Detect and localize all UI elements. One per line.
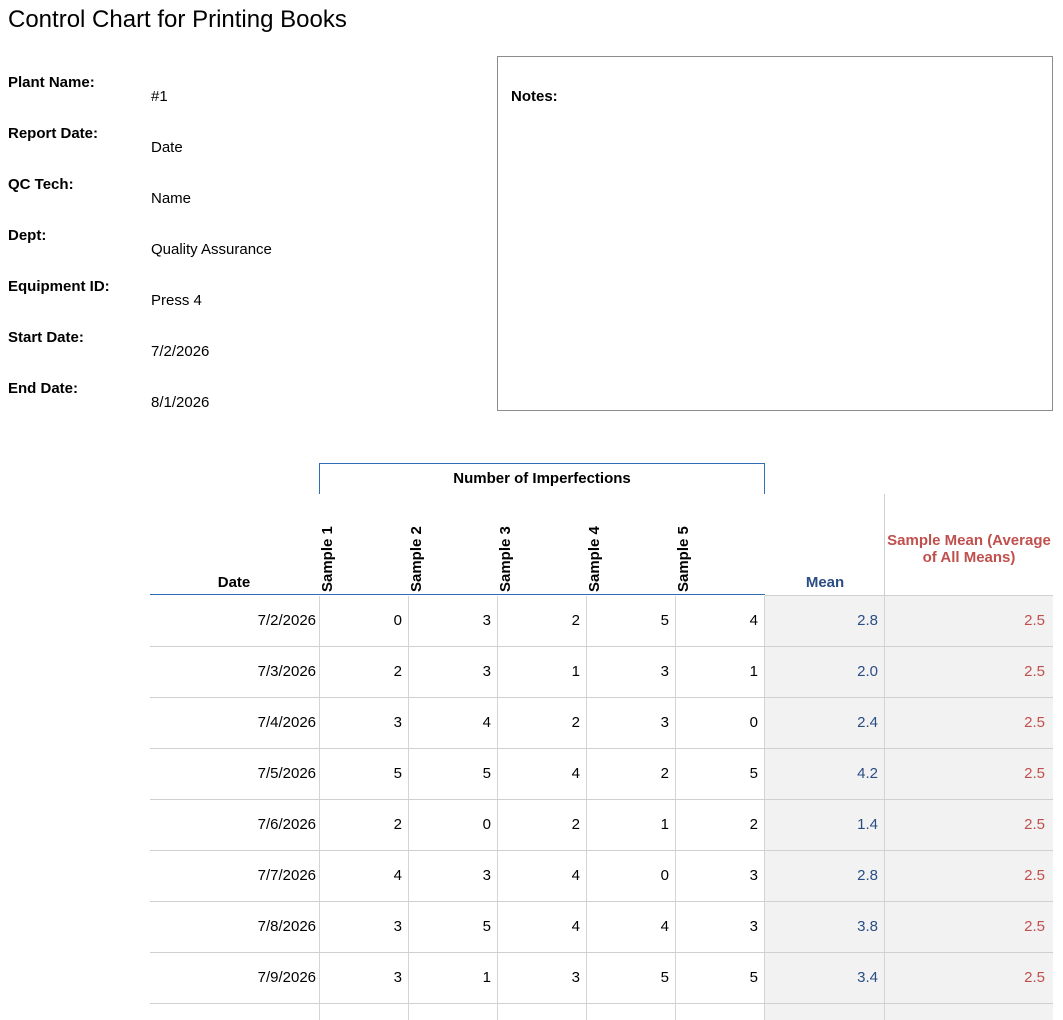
mean-cell[interactable]: 3.8 [857, 918, 878, 935]
sample-1-cell[interactable]: 4 [393, 867, 402, 884]
column-header-sample-1: Sample 1 [319, 526, 336, 592]
sample-4-cell[interactable]: 5 [660, 612, 669, 629]
sample-5-cell[interactable]: 0 [749, 714, 758, 731]
sample-1-cell[interactable]: 3 [393, 918, 402, 935]
start-date-label: Start Date: [8, 329, 84, 346]
sample-3-cell[interactable]: 4 [571, 867, 580, 884]
sample-5-cell[interactable]: 4 [749, 612, 758, 629]
sample-2-cell[interactable]: 0 [482, 816, 491, 833]
date-cell[interactable]: 7/2/2026 [257, 612, 316, 629]
sample-2-cell[interactable]: 5 [482, 918, 491, 935]
column-header-sample-5: Sample 5 [675, 526, 692, 592]
sample-4-cell[interactable]: 2 [660, 765, 669, 782]
sample-4-cell[interactable]: 1 [660, 816, 669, 833]
sample-mean-cell[interactable]: 2.5 [1024, 714, 1045, 731]
column-header-date: Date [217, 574, 251, 591]
sample-4-cell[interactable]: 4 [660, 918, 669, 935]
sample-1-cell[interactable]: 0 [393, 612, 402, 629]
sample-2-cell[interactable]: 3 [482, 867, 491, 884]
sample-mean-cell[interactable]: 2.5 [1024, 765, 1045, 782]
sample-5-cell[interactable]: 1 [749, 663, 758, 680]
date-cell[interactable]: 7/8/2026 [257, 918, 316, 935]
table-row [150, 749, 1053, 800]
sample-5-cell[interactable]: 5 [749, 765, 758, 782]
dept-label: Dept: [8, 227, 47, 244]
qc-tech-value[interactable]: Name [151, 190, 192, 207]
plant-name-value[interactable]: #1 [151, 88, 168, 105]
notes-label: Notes: [511, 88, 558, 105]
start-date-value[interactable]: 7/2/2026 [151, 343, 210, 360]
sample-3-cell[interactable]: 2 [571, 714, 580, 731]
sample-2-cell[interactable]: 3 [482, 612, 491, 629]
date-cell[interactable]: 7/3/2026 [257, 663, 316, 680]
table-row [150, 800, 1053, 851]
mean-cell[interactable]: 2.0 [857, 663, 878, 680]
column-header-sample-mean: Sample Mean (Average of All Means) [887, 532, 1051, 566]
sample-mean-cell[interactable]: 2.5 [1024, 816, 1045, 833]
sample-1-cell[interactable]: 5 [393, 765, 402, 782]
table-row [150, 902, 1053, 953]
sample-1-cell[interactable]: 2 [393, 816, 402, 833]
table-row [150, 851, 1053, 902]
report-date-label: Report Date: [8, 125, 99, 142]
table-row [150, 647, 1053, 698]
column-header-sample-4: Sample 4 [586, 526, 603, 592]
sample-2-cell[interactable]: 1 [482, 969, 491, 986]
sample-3-cell[interactable]: 4 [571, 765, 580, 782]
column-header-sample-3: Sample 3 [497, 526, 514, 592]
sample-4-cell[interactable]: 5 [660, 969, 669, 986]
end-date-value[interactable]: 8/1/2026 [151, 394, 210, 411]
table-row [150, 953, 1053, 1004]
sample-mean-cell[interactable]: 2.5 [1024, 969, 1045, 986]
sample-3-cell[interactable]: 3 [571, 969, 580, 986]
sample-5-cell[interactable]: 3 [749, 918, 758, 935]
equipment-id-value[interactable]: Press 4 [151, 292, 202, 309]
equipment-id-label: Equipment ID: [8, 278, 110, 295]
date-cell[interactable]: 7/4/2026 [257, 714, 316, 731]
sample-3-cell[interactable]: 1 [571, 663, 580, 680]
sample-1-cell[interactable]: 3 [393, 969, 402, 986]
date-cell[interactable]: 7/9/2026 [257, 969, 316, 986]
date-cell[interactable]: 7/5/2026 [257, 765, 316, 782]
sample-5-cell[interactable]: 3 [749, 867, 758, 884]
mean-cell[interactable]: 2.4 [857, 714, 878, 731]
mean-cell[interactable]: 4.2 [857, 765, 878, 782]
mean-cell[interactable]: 2.8 [857, 612, 878, 629]
report-date-value[interactable]: Date [151, 139, 183, 156]
qc-tech-label: QC Tech: [8, 176, 74, 193]
sample-mean-cell[interactable]: 2.5 [1024, 663, 1045, 680]
sample-3-cell[interactable]: 2 [571, 612, 580, 629]
sample-2-cell[interactable]: 5 [482, 765, 491, 782]
table-row [150, 698, 1053, 749]
sample-1-cell[interactable]: 2 [393, 663, 402, 680]
end-date-label: End Date: [8, 380, 79, 397]
sample-5-cell[interactable]: 2 [749, 816, 758, 833]
sample-1-cell[interactable]: 3 [393, 714, 402, 731]
table-row [150, 596, 1053, 647]
sample-4-cell[interactable]: 3 [660, 663, 669, 680]
dept-value[interactable]: Quality Assurance [151, 241, 272, 258]
date-cell[interactable]: 7/7/2026 [257, 867, 316, 884]
plant-name-label: Plant Name: [8, 74, 95, 91]
sample-3-cell[interactable]: 4 [571, 918, 580, 935]
column-header-mean: Mean [805, 574, 845, 591]
table-body [150, 596, 1053, 1004]
group-header-imperfections: Number of Imperfections [319, 463, 765, 494]
mean-cell[interactable]: 2.8 [857, 867, 878, 884]
sample-mean-cell[interactable]: 2.5 [1024, 867, 1045, 884]
header-bottom-border [150, 594, 765, 595]
sample-2-cell[interactable]: 4 [482, 714, 491, 731]
page-title: Control Chart for Printing Books [8, 6, 347, 33]
sample-2-cell[interactable]: 3 [482, 663, 491, 680]
date-cell[interactable]: 7/6/2026 [257, 816, 316, 833]
mean-cell[interactable]: 1.4 [857, 816, 878, 833]
sample-4-cell[interactable]: 3 [660, 714, 669, 731]
notes-box[interactable] [497, 56, 1053, 411]
sample-mean-cell[interactable]: 2.5 [1024, 612, 1045, 629]
sample-5-cell[interactable]: 5 [749, 969, 758, 986]
column-header-sample-2: Sample 2 [408, 526, 425, 592]
mean-cell[interactable]: 3.4 [857, 969, 878, 986]
sample-3-cell[interactable]: 2 [571, 816, 580, 833]
sample-4-cell[interactable]: 0 [660, 867, 669, 884]
sample-mean-cell[interactable]: 2.5 [1024, 918, 1045, 935]
